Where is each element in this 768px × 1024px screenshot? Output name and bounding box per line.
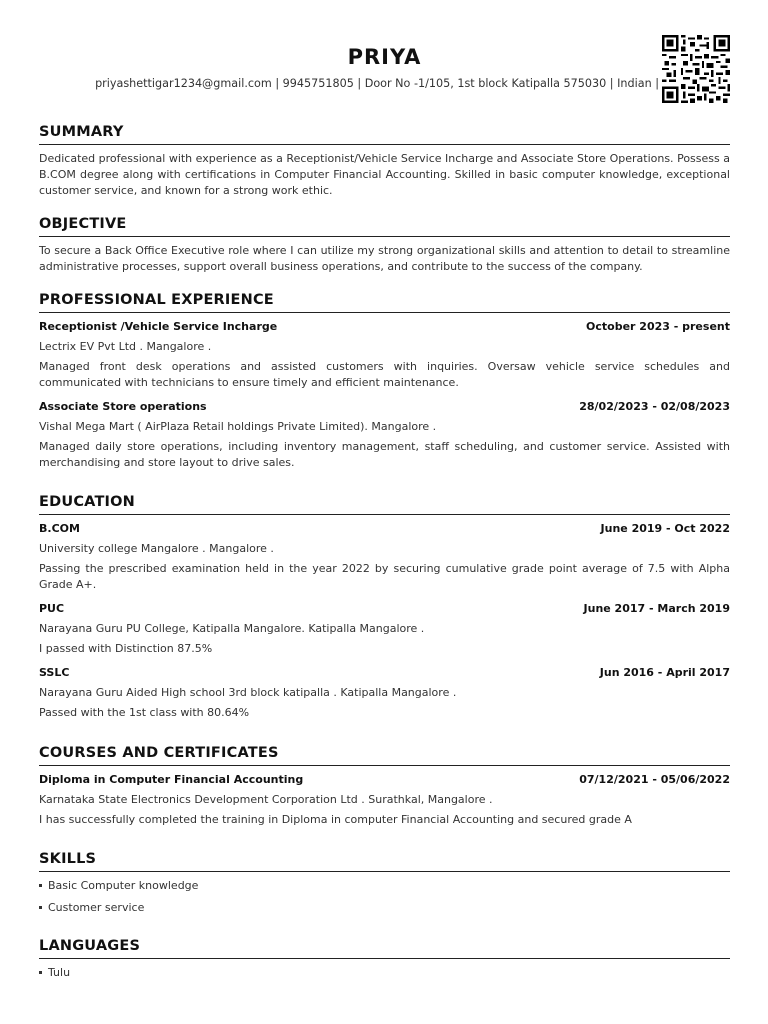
course-description: I has successfully completed the training in Diploma in computer Financial Accounting and secured grade A <box>39 813 632 826</box>
courses-section <box>39 745 730 836</box>
education-description: Passed with the 1st class with 80.64% <box>39 706 250 719</box>
education-description: Passing the prescribed examination held in the year 2022 by securing cumulative grade point average of 7.5 with Alpha Grade A+. <box>39 562 730 591</box>
bullet-icon <box>39 971 42 974</box>
skills-heading: SKILLS <box>39 851 730 872</box>
course-institution: Karnataka State Electronics Development Corporation Ltd . Surathkal, Mangalore . <box>39 793 493 806</box>
education-section <box>39 494 730 729</box>
qr-code-icon[interactable] <box>662 35 730 103</box>
bullet-icon <box>39 906 42 909</box>
education-entry <box>39 521 730 593</box>
job-employer: Lectrix EV Pvt Ltd . Mangalore . <box>39 340 212 353</box>
job-description: Managed front desk operations and assisted customers with inquiries. Oversaw vehicle service schedules and communicated with technicians to ensure timely and efficient maintenance. <box>39 360 730 389</box>
objective-heading: OBJECTIVE <box>39 216 730 237</box>
summary-heading: SUMMARY <box>39 124 730 145</box>
languages-list <box>39 965 730 981</box>
degree-name: PUC <box>39 602 65 615</box>
list-item: Tulu <box>39 965 730 981</box>
objective-section <box>39 216 730 275</box>
degree-dates: Jun 2016 - April 2017 <box>599 666 730 679</box>
course-name: Diploma in Computer Financial Accounting <box>39 773 304 786</box>
job-title: Associate Store operations <box>39 400 207 413</box>
languages-section <box>39 938 730 987</box>
candidate-name: PRIYA <box>347 45 422 69</box>
skills-section <box>39 851 730 922</box>
job-title: Receptionist /Vehicle Service Incharge <box>39 320 278 333</box>
contact-line: priyashettigar1234@gmail.com | 9945751805 | Door No -1/105, 1st block Katipalla 575030 | Indian | <box>95 77 659 90</box>
summary-text: Dedicated professional with experience as a Receptionist/Vehicle Service Incharge and Associate Store Operations. Possess a B.COM degree along with certifications in Computer Financial Accounting. Skilled in basic computer knowledge, exceptional customer service, and known for a strong work ethic. <box>39 152 730 197</box>
degree-dates: June 2019 - Oct 2022 <box>600 522 730 535</box>
institution-name: University college Mangalore . Mangalore . <box>39 542 274 555</box>
degree-dates: June 2017 - March 2019 <box>583 602 730 615</box>
course-dates: 07/12/2021 - 05/06/2022 <box>579 773 730 786</box>
education-entry <box>39 665 730 721</box>
course-entry <box>39 772 730 828</box>
degree-name: B.COM <box>39 522 80 535</box>
job-employer: Vishal Mega Mart ( AirPlaza Retail holdings Private Limited). Mangalore . <box>39 420 437 433</box>
experience-section <box>39 292 730 479</box>
degree-name: SSLC <box>39 666 70 679</box>
list-item: Customer service <box>39 900 730 916</box>
list-item: Basic Computer knowledge <box>39 878 730 894</box>
courses-heading: COURSES AND CERTIFICATES <box>39 745 730 766</box>
experience-heading: PROFESSIONAL EXPERIENCE <box>39 292 730 313</box>
objective-text: To secure a Back Office Executive role where I can utilize my strong organizational skills and attention to detail to streamline administrative processes, support overall business operations, and contribute to the success of the company. <box>39 244 730 273</box>
languages-heading: LANGUAGES <box>39 938 730 959</box>
job-dates: 28/02/2023 - 02/08/2023 <box>579 400 730 413</box>
education-description: I passed with Distinction 87.5% <box>39 642 213 655</box>
bullet-icon <box>39 884 42 887</box>
education-heading: EDUCATION <box>39 494 730 515</box>
job-dates: October 2023 - present <box>586 320 730 333</box>
summary-section <box>39 124 730 199</box>
job-description: Managed daily store operations, including inventory management, staff scheduling, and customer service. Assisted with merchandising and store layout to drive sales. <box>39 440 730 469</box>
institution-name: Narayana Guru PU College, Katipalla Mangalore. Katipalla Mangalore . <box>39 622 425 635</box>
experience-entry <box>39 319 730 391</box>
experience-entry <box>39 399 730 471</box>
education-entry <box>39 601 730 657</box>
skills-list <box>39 878 730 916</box>
institution-name: Narayana Guru Aided High school 3rd block katipalla . Katipalla Mangalore . <box>39 686 457 699</box>
